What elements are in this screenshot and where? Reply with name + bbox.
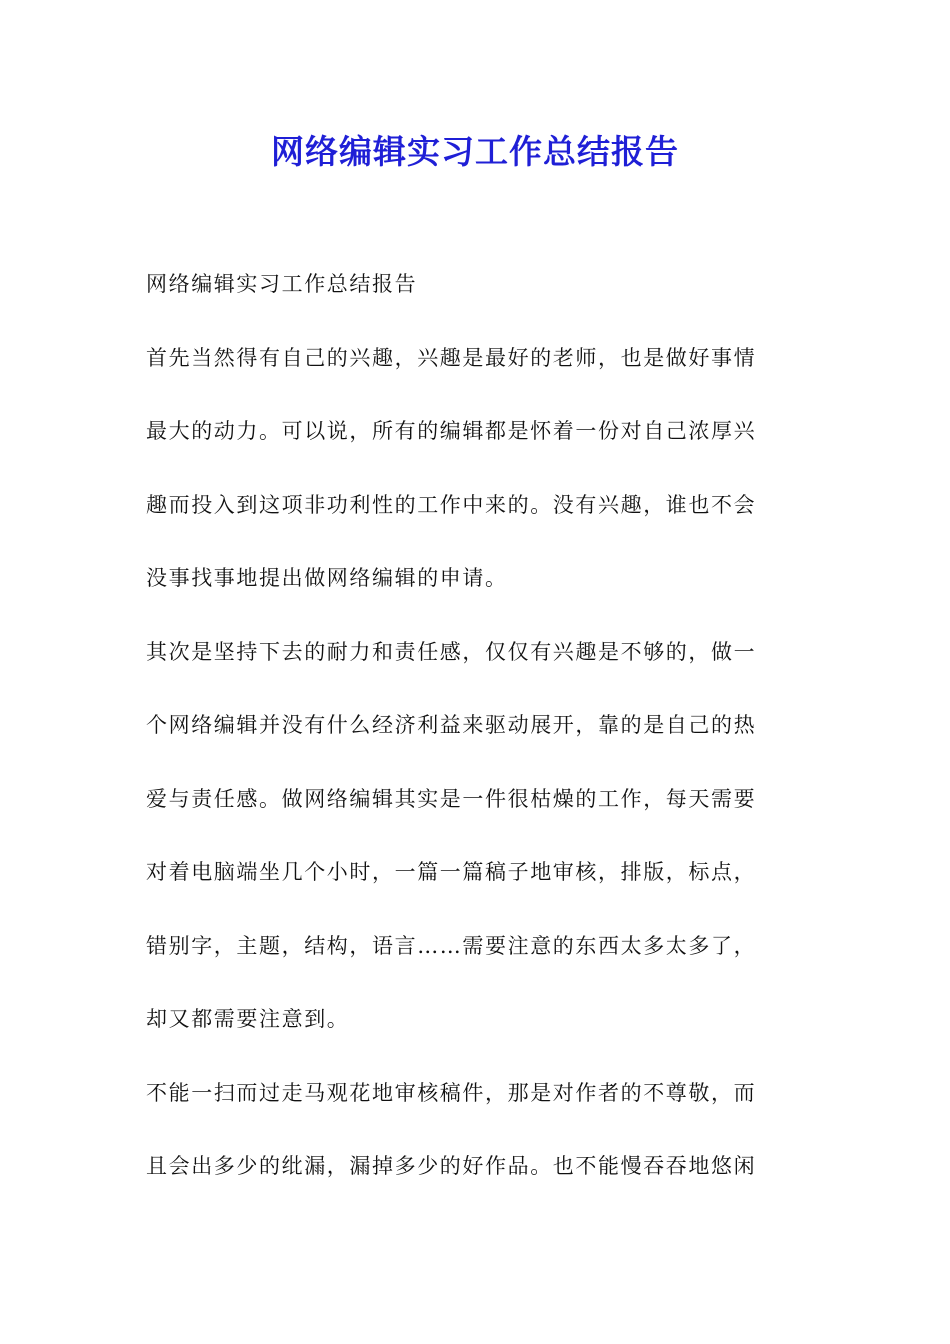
- document-body: [146, 260, 806, 1216]
- text-line: 不能一扫而过走马观花地审核稿件，那是对作者的不尊敬，而: [146, 1080, 757, 1105]
- text-line: 爱与责任感。做网络编辑其实是一件很枯燥的工作，每天需要: [146, 786, 757, 811]
- text-line: 没事找事地提出做网络编辑的申请。: [146, 566, 508, 590]
- text-line: 且会出多少的纰漏，漏掉多少的好作品。也不能慢吞吞地悠闲: [146, 1154, 757, 1178]
- text-line: 最大的动力。可以说，所有的编辑都是怀着一份对自己浓厚兴: [146, 419, 757, 443]
- text-line: 却又都需要注意到。: [146, 1007, 350, 1031]
- text-line: 其次是坚持下去的耐力和责任感，仅仅有兴趣是不够的，做一: [146, 639, 757, 664]
- document-title: 网络编辑实习工作总结报告: [271, 132, 679, 171]
- text-line: 个网络编辑并没有什么经济利益来驱动展开，靠的是自己的热: [146, 713, 757, 737]
- text-line: 对着电脑端坐几个小时，一篇一篇稿子地审核，排版，标点，: [146, 860, 757, 884]
- text-line: 网络编辑实习工作总结报告: [146, 272, 418, 296]
- text-line: 趣而投入到这项非功利性的工作中来的。没有兴趣，谁也不会: [146, 492, 757, 517]
- text-line: 错别字，主题，结构，语言……需要注意的东西太多太多了，: [146, 933, 757, 958]
- text-line: 首先当然得有自己的兴趣，兴趣是最好的老师，也是做好事情: [146, 345, 757, 370]
